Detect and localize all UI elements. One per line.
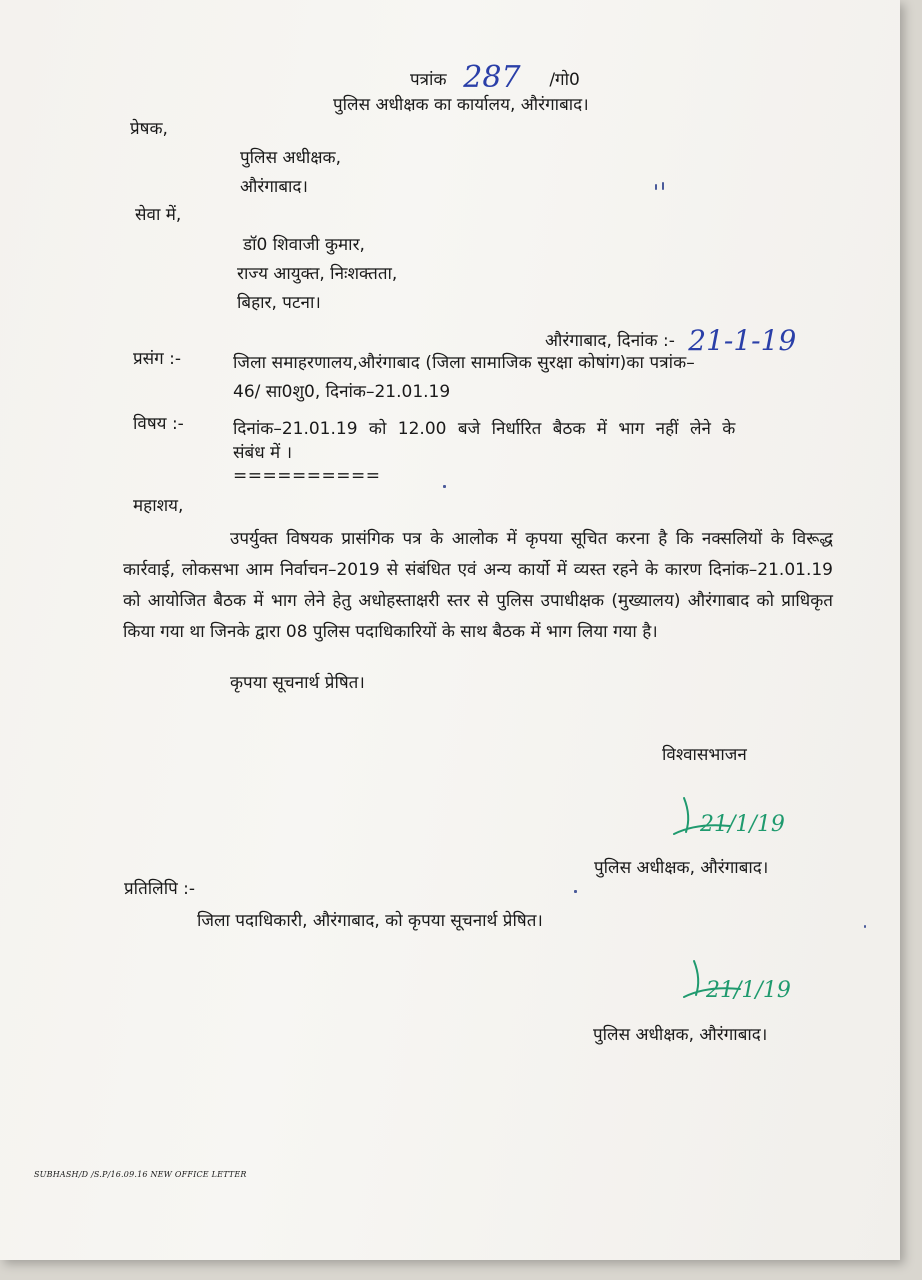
- body-paragraph: उपर्युक्त विषयक प्रासंगिक पत्र के आलोक में कृपया सूचित करना है कि नक्सलियों के विरूद्ध कार्रवाई, लोकसभा आम निर्वाचन–2019 से संबंधित एवं अन्य कार्यो में व्यस्त रहने के कारण दिनांक–21.01.19 को आयोजित बैठक में भाग लेने हेतु अधोहस्ताक्षरी स्तर से पुलिस उपाधीक्षक (मुख्यालय) औरंगाबाद को प्राधिकृत किया गया था जिनके द्वारा 08 पुलिस पदाधिकारियों के साथ बैठक में भाग लिया गया है।: [123, 529, 833, 642]
- recipient-line-2: राज्य आयुक्त, निःशक्तता,: [237, 264, 398, 284]
- office-title: पुलिस अधीक्षक का कार्यालय, औरंगाबाद।: [333, 95, 589, 115]
- subject-line-1: दिनांक–21.01.19 को 12.00 बजे निर्धारित बैठक में भाग नहीं लेने के: [233, 419, 736, 439]
- closing-line: कृपया सूचनार्थ प्रेषित।: [230, 673, 365, 693]
- scan-speck: [662, 182, 664, 190]
- subject-underline: ==========: [233, 466, 381, 486]
- date-row: [545, 320, 797, 357]
- recipient-line-1: डॉ0 शिवाजी कुमार,: [243, 235, 365, 255]
- scan-speck: [864, 925, 866, 928]
- sender-label: प्रेषक,: [130, 119, 168, 139]
- reference-line-2: 46/ सा0शु0, दिनांक–21.01.19: [233, 382, 451, 402]
- reference-label: प्रसंग :-: [133, 349, 182, 369]
- date-handwritten: 21-1-19: [688, 324, 797, 357]
- date-label: औरंगाबाद, दिनांक :-: [545, 331, 675, 351]
- scan-speck: [574, 890, 577, 893]
- reference-line-1: जिला समाहरणालय,औरंगाबाद (जिला सामाजिक सुरक्षा कोषांग)का पत्रांक–: [233, 353, 695, 373]
- scan-speck: [655, 184, 657, 190]
- footer-file-code: SUBHASH/D /S.P/16.09.16 NEW OFFICE LETTER: [34, 1170, 247, 1179]
- copy-designation: पुलिस अधीक्षक, औरंगाबाद।: [593, 1025, 768, 1045]
- signature-1-date: 21/1/19: [700, 812, 785, 837]
- letter-number-label: पत्रांक: [410, 70, 447, 90]
- copy-label: प्रतिलिपि :-: [124, 879, 196, 899]
- letter-number-handwritten: 287: [463, 60, 521, 95]
- salutation: महाशय,: [133, 496, 184, 516]
- signature-2-date: 21/1/19: [706, 978, 791, 1003]
- subject-line-2: संबंध में ।: [233, 443, 293, 463]
- letter-number-suffix: /गो0: [549, 70, 580, 90]
- sender-line-2: औरंगाबाद।: [240, 177, 308, 197]
- copy-text: जिला पदाधिकारी, औरंगाबाद, को कृपया सूचनार्थ प्रेषित।: [197, 911, 543, 931]
- letter-number-row: [410, 58, 580, 93]
- scan-speck: [443, 485, 446, 488]
- signoff-designation: पुलिस अधीक्षक, औरंगाबाद।: [594, 858, 769, 878]
- recipient-label: सेवा में,: [135, 205, 182, 225]
- subject-label: विषय :-: [133, 414, 184, 434]
- yours-faithfully: विश्वासभाजन: [662, 745, 747, 765]
- recipient-line-3: बिहार, पटना।: [237, 293, 321, 313]
- sender-line-1: पुलिस अधीक्षक,: [240, 148, 341, 168]
